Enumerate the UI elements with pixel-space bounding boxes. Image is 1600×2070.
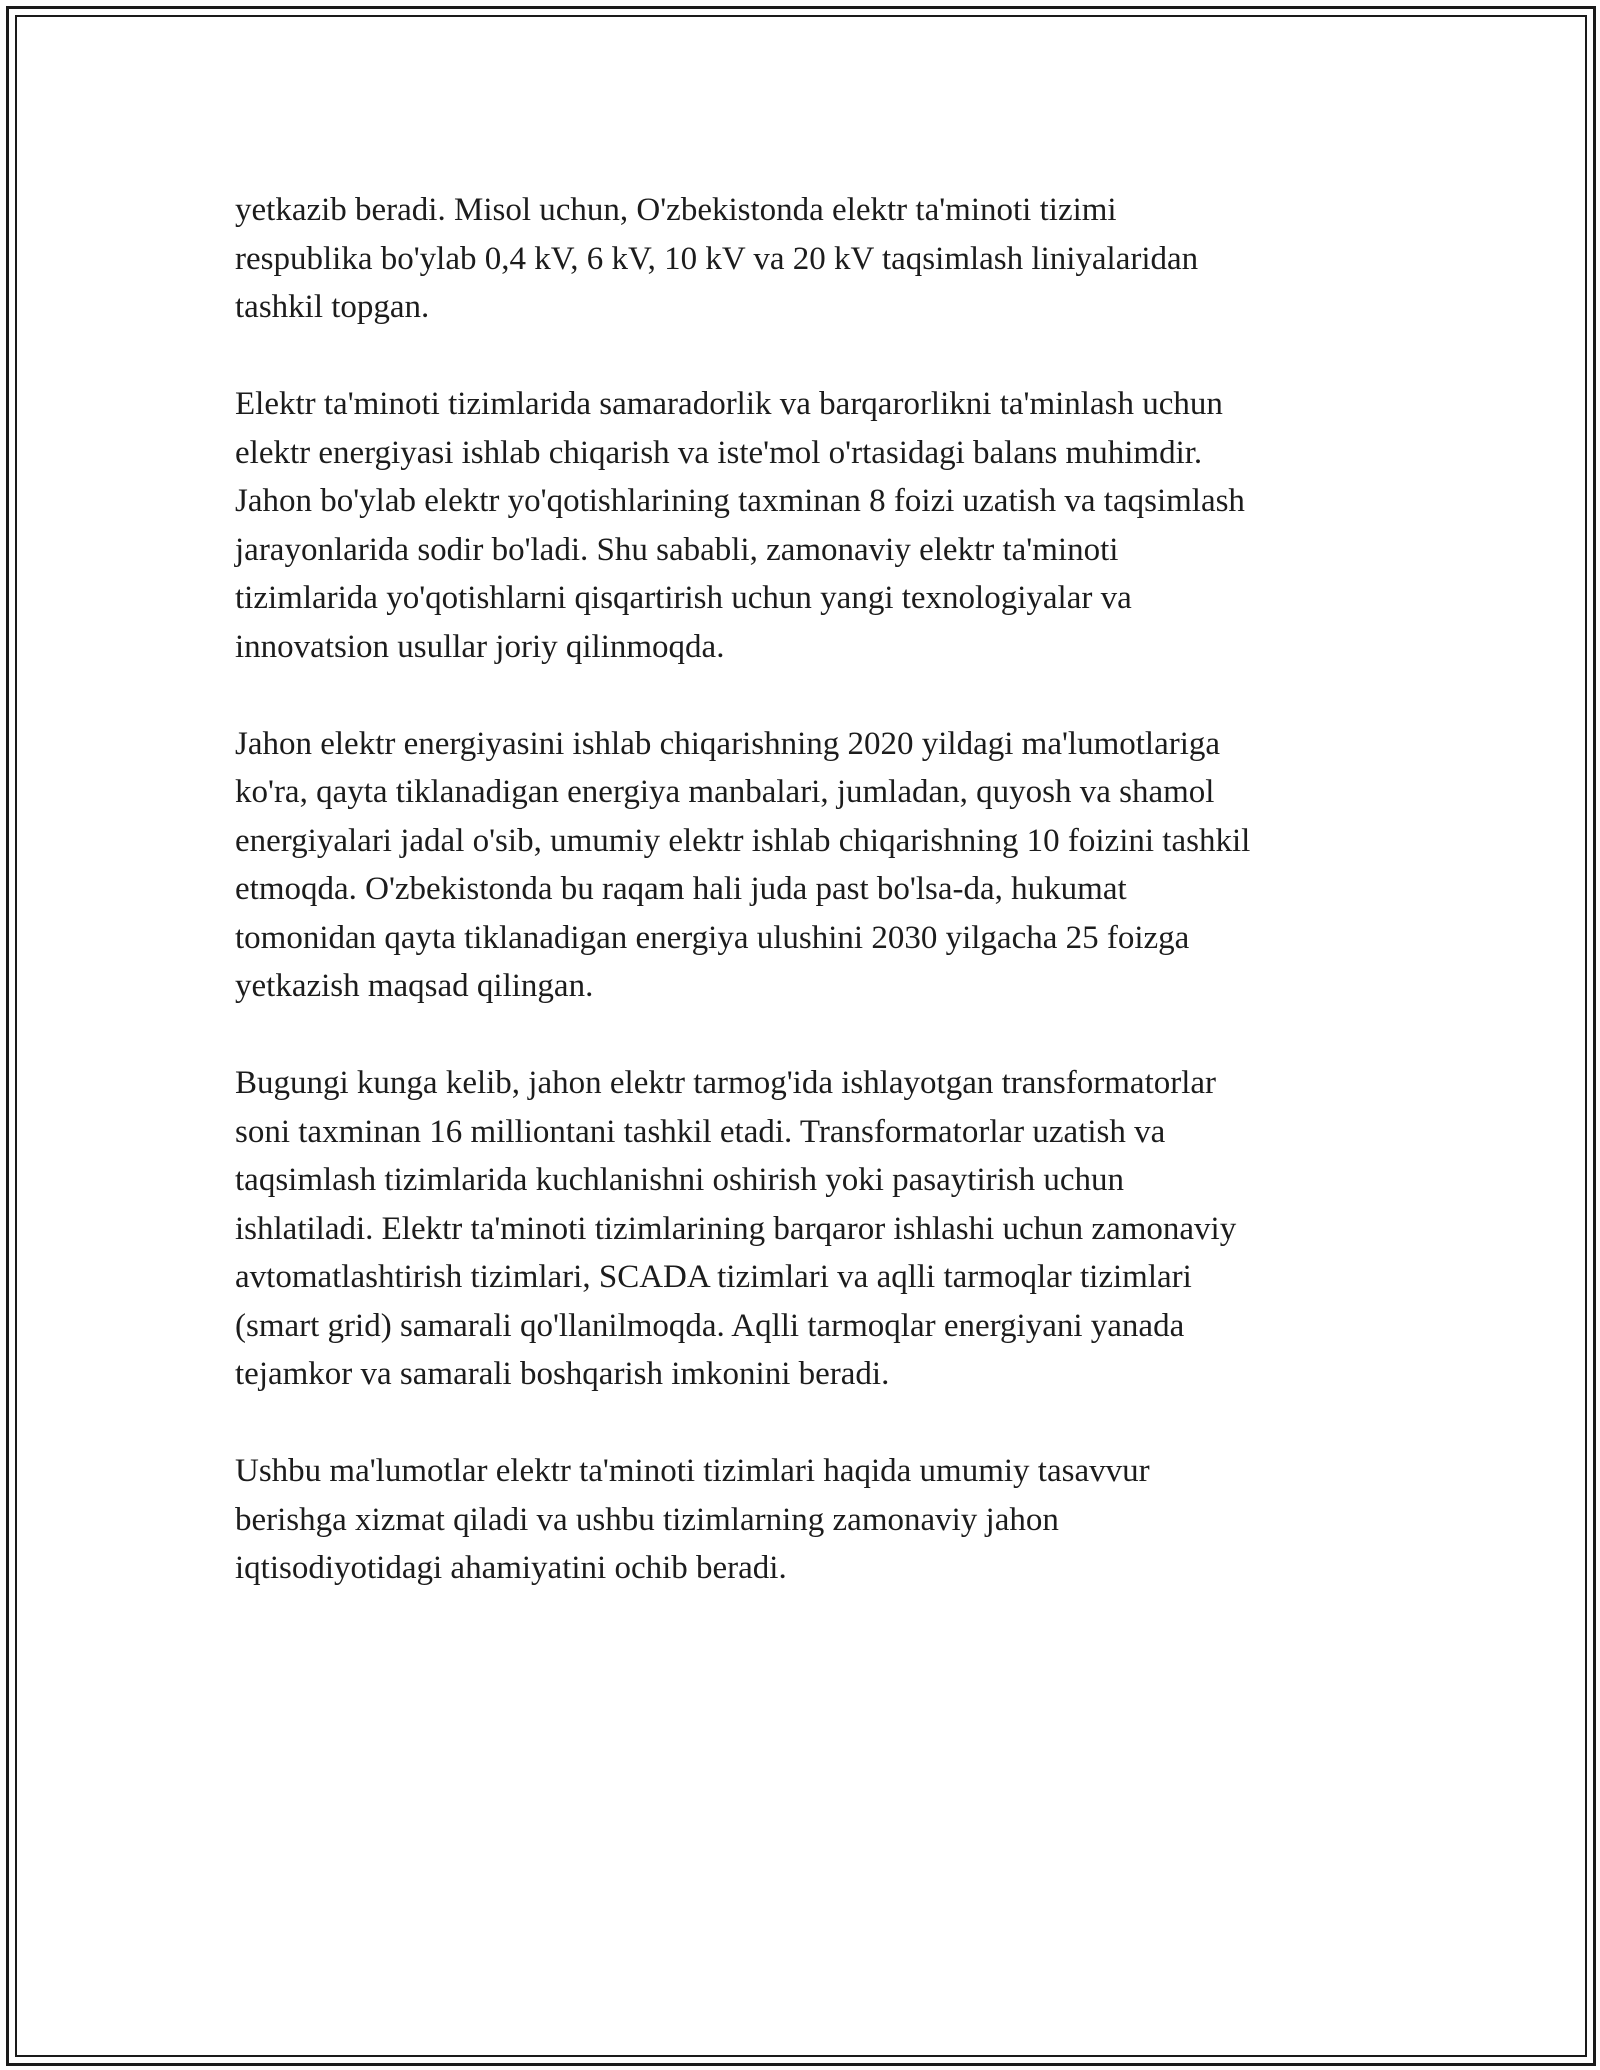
- paragraph: [235, 1447, 1375, 1593]
- text-line: avtomatlashtirish tizimlari, SCADA tizimlari va aqlli tarmoqlar tizimlari: [235, 1259, 1192, 1295]
- text-line: (smart grid) samarali qo'llanilmoqda. Aqlli tarmoqlar energiyani yanada: [235, 1307, 1185, 1344]
- text-line: ko'ra, qayta tiklanadigan energiya manbalari, jumladan, quyosh va shamol: [235, 774, 1215, 810]
- text-line: taqsimlash tizimlarida kuchlanishni oshirish yoki pasaytirish uchun: [235, 1162, 1125, 1198]
- text-line: yetkazib beradi. Misol uchun, O'zbekistonda elektr ta'minoti tizimi: [235, 192, 1117, 228]
- paragraph: [235, 720, 1375, 1011]
- text-line: jarayonlarida sodir bo'ladi. Shu sababli, zamonaviy elektr ta'minoti: [235, 531, 1119, 568]
- text-line: Ushbu ma'lumotlar elektr ta'minoti tizimlari haqida umumiy tasavvur: [235, 1453, 1150, 1489]
- text-line: yetkazish maqsad qilingan.: [235, 968, 594, 1004]
- text-line: Jahon bo'ylab elektr yo'qotishlarining taxminan 8 foizi uzatish va taqsimlash: [235, 483, 1245, 519]
- text-line: respublika bo'ylab 0,4 kV, 6 kV, 10 kV va 20 kV taqsimlash liniyalaridan: [235, 240, 1199, 277]
- paragraph: [235, 380, 1375, 671]
- text-line: soni taxminan 16 milliontani tashkil etadi. Transformatorlar uzatish va: [235, 1113, 1166, 1150]
- text-line: tizimlarida yo'qotishlarni qisqartirish uchun yangi texnologiyalar va: [235, 580, 1132, 616]
- text-line: tejamkor va samarali boshqarish imkonini beradi.: [235, 1356, 890, 1392]
- text-line: tomonidan qayta tiklanadigan energiya ulushini 2030 yilgacha 25 foizga: [235, 919, 1190, 956]
- text-line: iqtisodiyotidagi ahamiyatini ochib beradi.: [235, 1550, 787, 1586]
- text-line: Jahon elektr energiyasini ishlab chiqarishning 2020 yildagi ma'lumotlariga: [235, 725, 1221, 762]
- paragraph: [235, 186, 1375, 332]
- text-line: innovatsion usullar joriy qilinmoqda.: [235, 628, 725, 665]
- text-line: elektr energiyasi ishlab chiqarish va iste'mol o'rtasidagi balans muhimdir.: [235, 434, 1203, 471]
- text-line: berishga xizmat qiladi va ushbu tizimlarning zamonaviy jahon: [235, 1501, 1059, 1538]
- text-line: ishlatiladi. Elektr ta'minoti tizimlarining barqaror ishlashi uchun zamonaviy: [235, 1210, 1237, 1247]
- text-line: etmoqda. O'zbekistonda bu raqam hali juda past bo'lsa-da, hukumat: [235, 871, 1127, 907]
- paragraph: [235, 1059, 1375, 1399]
- text-line: tashkil topgan.: [235, 289, 430, 325]
- text-line: Elektr ta'minoti tizimlarida samaradorlik va barqarorlikni ta'minlash uchun: [235, 386, 1223, 422]
- text-line: energiyalari jadal o'sib, umumiy elektr ishlab chiqarishning 10 foizini tashkil: [235, 822, 1251, 859]
- text-line: Bugungi kunga kelib, jahon elektr tarmog'ida ishlayotgan transformatorlar: [235, 1065, 1217, 1101]
- document-body: [235, 186, 1375, 1641]
